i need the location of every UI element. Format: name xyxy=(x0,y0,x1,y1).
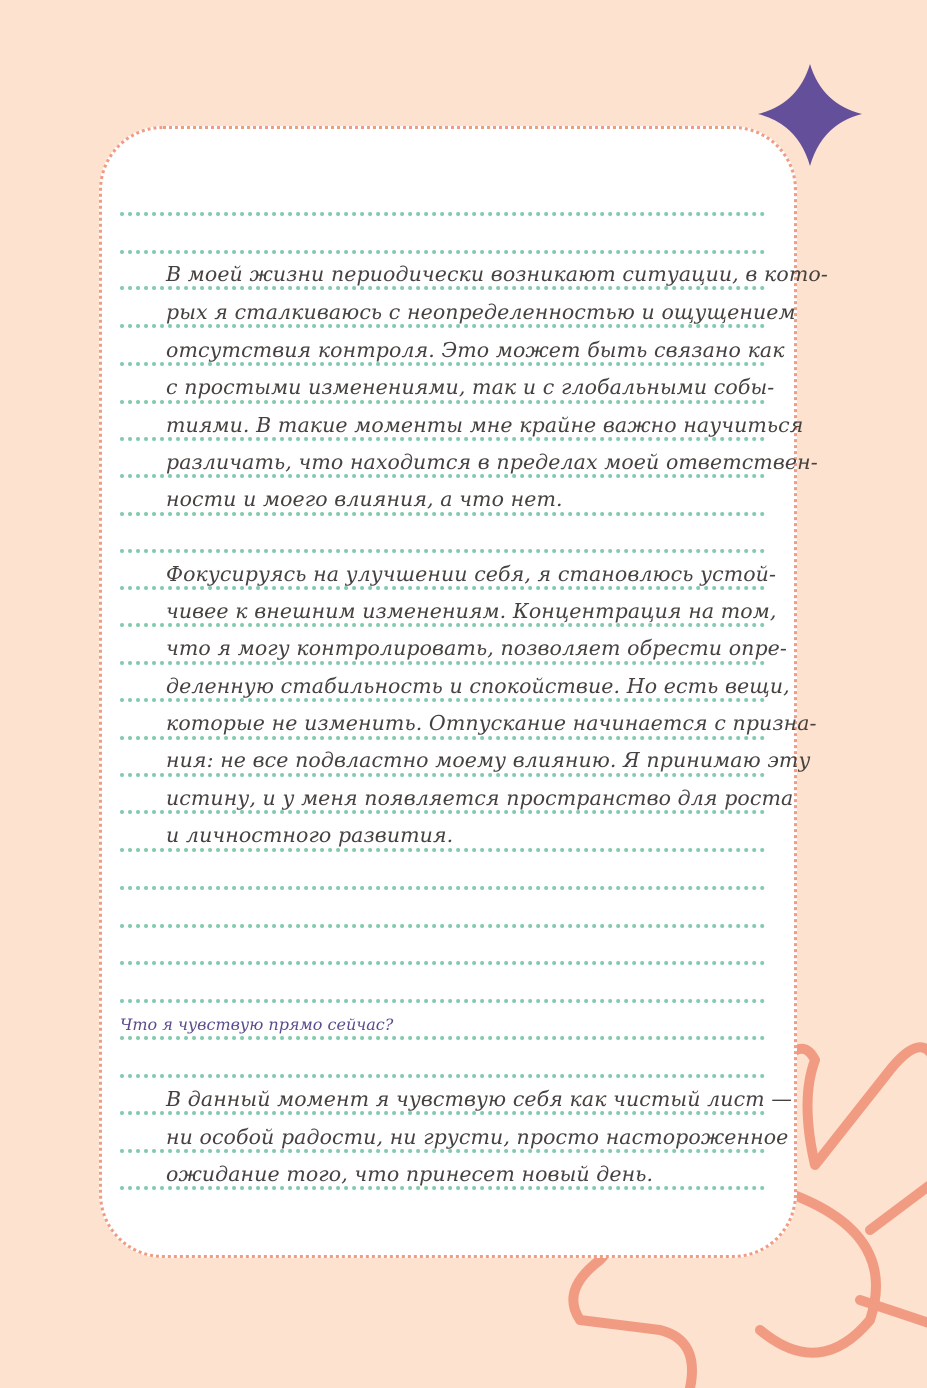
ruled-line xyxy=(120,437,765,441)
paragraph-1-line: отсутствия контроля. Это может быть связано как xyxy=(166,338,785,362)
ruled-line xyxy=(120,586,765,590)
ruled-line xyxy=(120,549,765,553)
ruled-line xyxy=(120,773,765,777)
ruled-line xyxy=(120,961,765,965)
ruled-line xyxy=(120,698,765,702)
ruled-line xyxy=(120,324,765,328)
paragraph-1-line: различать, что находится в пределах моей ответствен- xyxy=(166,450,818,474)
paragraph-2-line: и личностного развития. xyxy=(166,823,454,847)
answer-line: ни особой радости, ни грусти, просто настороженное xyxy=(166,1125,789,1149)
ruled-line xyxy=(120,1186,765,1190)
paragraph-2-line: что я могу контролировать, позволяет обрести опре- xyxy=(166,636,787,660)
ruled-line xyxy=(120,886,765,890)
ruled-line xyxy=(120,810,765,814)
ruled-line xyxy=(120,212,765,216)
ruled-line xyxy=(120,661,765,665)
ruled-line xyxy=(120,623,765,627)
ruled-line xyxy=(120,362,765,366)
ruled-line xyxy=(120,250,765,254)
paragraph-2-line: истину, и у меня появляется пространство для роста xyxy=(166,786,794,810)
paragraph-1-line: с простыми изменениями, так и с глобальными собы- xyxy=(166,375,775,399)
ruled-line xyxy=(120,512,765,516)
ruled-line xyxy=(120,924,765,928)
ruled-line xyxy=(120,400,765,404)
answer-line: В данный момент я чувствую себя как чистый лист — xyxy=(166,1087,792,1111)
ruled-line xyxy=(120,848,765,852)
ruled-line xyxy=(120,1111,765,1115)
ruled-line xyxy=(120,736,765,740)
paragraph-2-line: ния: не все подвластно моему влиянию. Я принимаю эту xyxy=(166,748,811,772)
paragraph-2-line: деленную стабильность и спокойствие. Но есть вещи, xyxy=(166,674,790,698)
paragraph-1-line: тиями. В такие моменты мне крайне важно научиться xyxy=(166,413,804,437)
paragraph-2-line: которые не изменить. Отпускание начинается с призна- xyxy=(166,711,817,735)
ruled-line xyxy=(120,1074,765,1078)
paragraph-1-line: ности и моего влияния, а что нет. xyxy=(166,487,563,511)
ruled-line xyxy=(120,1149,765,1153)
paragraph-1-line: рых я сталкиваюсь с неопределенностью и ощущением xyxy=(166,300,796,324)
answer-line: ожидание того, что принесет новый день. xyxy=(166,1162,654,1186)
paragraph-1-line: В моей жизни периодически возникают ситуации, в кото- xyxy=(166,262,828,286)
ruled-line xyxy=(120,286,765,290)
question-heading: Что я чувствую прямо сейчас? xyxy=(120,1015,394,1034)
paragraph-2-line: Фокусируясь на улучшении себя, я становлюсь устой- xyxy=(166,562,777,586)
ruled-line xyxy=(120,474,765,478)
ruled-line xyxy=(120,1036,765,1040)
paragraph-2-line: чивее к внешним изменениям. Концентрация на том, xyxy=(166,599,777,623)
ruled-line xyxy=(120,999,765,1003)
